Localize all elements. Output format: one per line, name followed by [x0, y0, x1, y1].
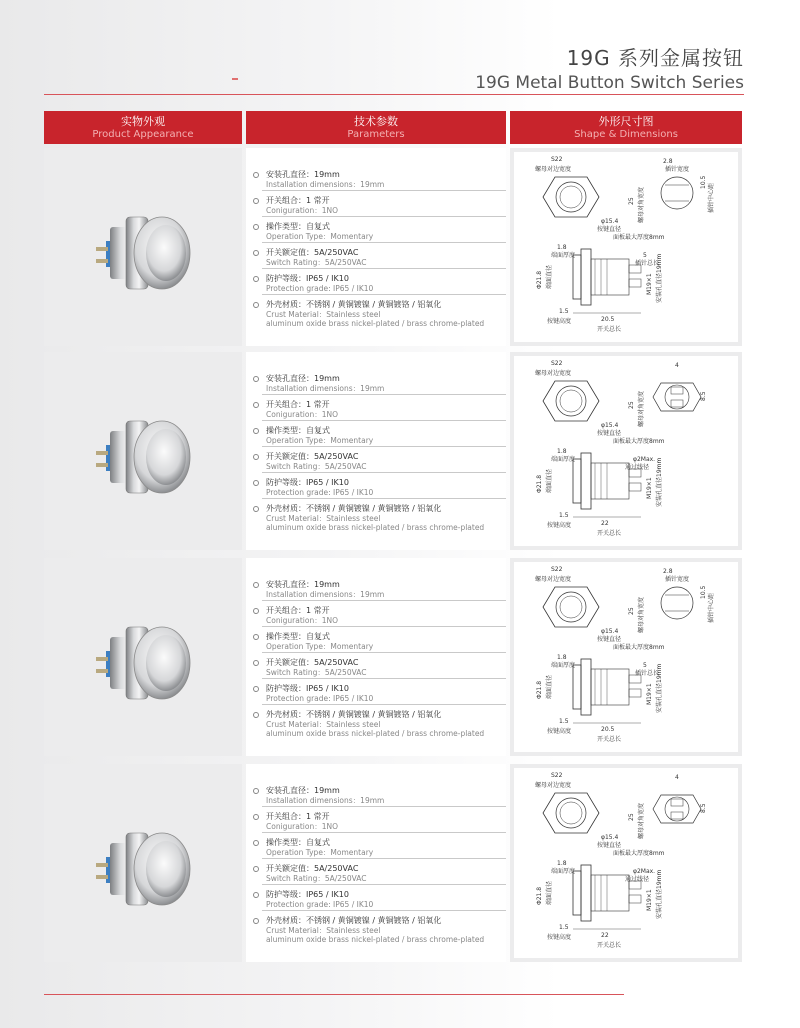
parameter-en: Crust Material：Stainless steel [266, 720, 381, 729]
parameter-item [262, 196, 506, 217]
svg-text:螺母对边宽度: 螺母对边宽度 [535, 370, 572, 377]
svg-text:端面厚度: 端面厚度 [551, 252, 576, 259]
parameter-item [262, 838, 506, 859]
bullet-icon [253, 276, 259, 282]
parameter-en: Crust Material：Stainless steel [266, 310, 381, 319]
dimension-drawing [515, 563, 737, 751]
svg-text:25: 25 [628, 197, 635, 205]
parameter-en-2: aluminum oxide brass nickel-plated / brass chrome-plated [266, 729, 485, 738]
parameter-en: Coniguration：1NO [266, 410, 339, 419]
dimensions-cell [510, 148, 742, 346]
product-photo [78, 803, 208, 923]
svg-text:安装孔直径19mm: 安装孔直径19mm [656, 663, 663, 713]
svg-text:8.5: 8.5 [700, 803, 707, 813]
bullet-icon [253, 480, 259, 486]
svg-text:1.5: 1.5 [559, 718, 569, 725]
svg-text:1.8: 1.8 [557, 448, 567, 455]
product-photo [78, 391, 208, 511]
svg-text:S22: S22 [551, 566, 563, 573]
parameter-cn: 开关组合：1 常开 [266, 196, 330, 205]
parameter-en: Operation Type：Momentary [266, 232, 374, 241]
parameter-cn: 防护等级：IP65 / IK10 [266, 478, 349, 487]
parameter-item [262, 864, 506, 885]
parameter-en: Coniguration：1NO [266, 206, 339, 215]
svg-text:20.5: 20.5 [601, 316, 615, 323]
svg-text:面板最大厚度8mm: 面板最大厚度8mm [613, 644, 665, 651]
parameter-item [262, 786, 506, 807]
svg-text:插针中心距: 插针中心距 [708, 592, 715, 623]
parameter-item [262, 606, 506, 627]
parameter-en: Operation Type：Momentary [266, 642, 374, 651]
svg-text:1.8: 1.8 [557, 860, 567, 867]
column-header-cn: 技术参数 [354, 115, 398, 128]
parameter-cn: 外壳材质：不锈钢 / 黄铜镀镍 / 黄铜镀铬 / 铝氧化 [266, 504, 442, 513]
svg-text:22: 22 [601, 932, 609, 939]
pin-width-label: 插针宽度 [665, 166, 690, 173]
svg-text:φ15.4: φ15.4 [601, 628, 619, 635]
parameter-cn: 开关额定值：5A/250VAC [266, 658, 359, 667]
svg-text:25: 25 [628, 607, 635, 615]
svg-text:按键直径: 按键直径 [597, 226, 622, 233]
svg-text:φ15.4: φ15.4 [601, 422, 619, 429]
svg-text:S22: S22 [551, 772, 563, 779]
svg-text:φ2Max.: φ2Max. [633, 456, 656, 463]
parameter-en: Operation Type：Momentary [266, 848, 374, 857]
svg-text:1.8: 1.8 [557, 244, 567, 251]
parameter-cn: 操作类型：自复式 [266, 426, 330, 435]
svg-text:通过线径: 通过线径 [625, 876, 650, 883]
svg-text:面板最大厚度8mm: 面板最大厚度8mm [613, 850, 665, 857]
parameter-item [262, 684, 506, 705]
parameter-item [262, 222, 506, 243]
bullet-icon [253, 224, 259, 230]
svg-text:面板最大厚度8mm: 面板最大厚度8mm [613, 438, 665, 445]
svg-text:螺母对角宽度: 螺母对角宽度 [638, 186, 645, 223]
parameter-item [262, 658, 506, 679]
svg-text:25: 25 [628, 401, 635, 409]
bullet-icon [253, 660, 259, 666]
parameter-cn: 开关组合：1 常开 [266, 400, 330, 409]
parameter-en: Coniguration：1NO [266, 822, 339, 831]
svg-text:1.5: 1.5 [559, 512, 569, 519]
parameter-item [262, 890, 506, 911]
product-photo [78, 187, 208, 307]
svg-text:1.5: 1.5 [559, 924, 569, 931]
parameter-list [262, 786, 506, 950]
parameter-cn: 防护等级：IP65 / IK10 [266, 890, 349, 899]
bullet-icon [253, 582, 259, 588]
page-header [475, 42, 744, 93]
parameter-en-2: aluminum oxide brass nickel-plated / brass chrome-plated [266, 935, 485, 944]
decorative-mark [232, 78, 238, 80]
svg-text:5: 5 [643, 252, 647, 259]
parameter-cn: 操作类型：自复式 [266, 632, 330, 641]
bullet-icon [253, 172, 259, 178]
parameter-cn: 开关额定值：5A/250VAC [266, 248, 359, 257]
svg-text:安装孔直径19mm: 安装孔直径19mm [656, 457, 663, 507]
dimension-drawing [515, 769, 737, 957]
product-cell [44, 558, 242, 756]
parameter-item [262, 426, 506, 447]
svg-text:5: 5 [643, 662, 647, 669]
parameter-item [262, 248, 506, 269]
parameter-item [262, 812, 506, 833]
svg-text:螺母对角宽度: 螺母对角宽度 [638, 802, 645, 839]
bullet-icon [253, 634, 259, 640]
column-header-en: Shape & Dimensions [574, 129, 678, 140]
parameter-item [262, 710, 506, 739]
parameter-en: Protection grade: IP65 / IK10 [266, 900, 374, 909]
svg-text:按键高度: 按键高度 [547, 522, 572, 529]
svg-text:25: 25 [628, 813, 635, 821]
page-title-cn: 19G 系列金属按钮 [566, 46, 744, 70]
parameter-en-2: aluminum oxide brass nickel-plated / brass chrome-plated [266, 523, 485, 532]
parameter-en: Installation dimensions：19mm [266, 180, 385, 189]
svg-text:8.5: 8.5 [700, 391, 707, 401]
parameter-item [262, 300, 506, 329]
svg-text:按键直径: 按键直径 [597, 430, 622, 437]
svg-text:端面直径: 端面直径 [546, 468, 553, 493]
svg-text:安装孔直径19mm: 安装孔直径19mm [656, 253, 663, 303]
bullet-icon [253, 454, 259, 460]
parameter-en: Switch Rating：5A/250VAC [266, 462, 367, 471]
svg-text:4: 4 [675, 362, 679, 369]
svg-text:Φ21.8: Φ21.8 [536, 270, 543, 289]
bullet-icon [253, 712, 259, 718]
svg-text:端面厚度: 端面厚度 [551, 868, 576, 875]
svg-text:端面厚度: 端面厚度 [551, 456, 576, 463]
svg-text:φ15.4: φ15.4 [601, 834, 619, 841]
svg-text:10.5: 10.5 [700, 175, 707, 189]
svg-text:端面直径: 端面直径 [546, 264, 553, 289]
bullet-icon [253, 686, 259, 692]
svg-text:螺母对角宽度: 螺母对角宽度 [638, 596, 645, 633]
bullet-icon [253, 506, 259, 512]
parameter-cn: 外壳材质：不锈钢 / 黄铜镀镍 / 黄铜镀铬 / 铝氧化 [266, 916, 442, 925]
svg-text:端面直径: 端面直径 [546, 880, 553, 905]
svg-text:M19×1: M19×1 [646, 477, 653, 499]
column-header-cn: 外形尺寸图 [598, 115, 654, 128]
svg-text:10.5: 10.5 [700, 585, 707, 599]
parameter-list [262, 170, 506, 334]
parameter-en: Switch Rating：5A/250VAC [266, 874, 367, 883]
parameter-list [262, 580, 506, 744]
parameter-cn: 开关组合：1 常开 [266, 606, 330, 615]
svg-text:1.5: 1.5 [559, 308, 569, 315]
bullet-icon [253, 788, 259, 794]
product-photo [78, 597, 208, 717]
bullet-icon [253, 892, 259, 898]
svg-text:安装孔直径19mm: 安装孔直径19mm [656, 869, 663, 919]
column-header-dimensions [510, 111, 742, 144]
pin-width-label: 插针宽度 [665, 576, 690, 583]
parameter-item [262, 374, 506, 395]
svg-text:M19×1: M19×1 [646, 889, 653, 911]
bullet-icon [253, 428, 259, 434]
parameter-item [262, 916, 506, 945]
bullet-icon [253, 302, 259, 308]
parameter-cn: 安装孔直径：19mm [266, 374, 340, 383]
parameter-en: Switch Rating：5A/250VAC [266, 668, 367, 677]
svg-text:开关总长: 开关总长 [597, 326, 622, 333]
parameter-cn: 外壳材质：不锈钢 / 黄铜镀镍 / 黄铜镀铬 / 铝氧化 [266, 300, 442, 309]
parameter-item [262, 274, 506, 295]
svg-text:按键直径: 按键直径 [597, 636, 622, 643]
svg-text:M19×1: M19×1 [646, 683, 653, 705]
svg-text:22: 22 [601, 520, 609, 527]
column-header-cn: 实物外观 [121, 115, 165, 128]
column-header-en: Parameters [347, 129, 405, 140]
parameter-item [262, 504, 506, 533]
parameter-cn: 外壳材质：不锈钢 / 黄铜镀镍 / 黄铜镀铬 / 铝氧化 [266, 710, 442, 719]
parameter-en: Switch Rating：5A/250VAC [266, 258, 367, 267]
footer-divider [44, 994, 624, 995]
bullet-icon [253, 840, 259, 846]
svg-text:M19×1: M19×1 [646, 273, 653, 295]
svg-text:螺母对边宽度: 螺母对边宽度 [535, 576, 572, 583]
svg-text:φ2Max.: φ2Max. [633, 868, 656, 875]
parameter-item [262, 452, 506, 473]
column-header-parameters [246, 111, 506, 144]
product-cell [44, 764, 242, 962]
svg-text:2.8: 2.8 [663, 568, 673, 575]
svg-text:4: 4 [675, 774, 679, 781]
dimension-drawing [515, 357, 737, 545]
bullet-icon [253, 250, 259, 256]
svg-text:开关总长: 开关总长 [597, 530, 622, 537]
column-header-appearance [44, 111, 242, 144]
dimensions-cell [510, 352, 742, 550]
svg-text:φ15.4: φ15.4 [601, 218, 619, 225]
svg-text:螺母对角宽度: 螺母对角宽度 [638, 390, 645, 427]
svg-text:端面直径: 端面直径 [546, 674, 553, 699]
parameter-cn: 开关额定值：5A/250VAC [266, 864, 359, 873]
parameter-item [262, 400, 506, 421]
dimensions-cell [510, 558, 742, 756]
parameter-en: Installation dimensions：19mm [266, 590, 385, 599]
svg-text:Φ21.8: Φ21.8 [536, 886, 543, 905]
product-cell [44, 352, 242, 550]
bullet-icon [253, 376, 259, 382]
parameter-cn: 安装孔直径：19mm [266, 580, 340, 589]
bullet-icon [253, 866, 259, 872]
svg-text:Φ21.8: Φ21.8 [536, 680, 543, 699]
parameter-cn: 开关组合：1 常开 [266, 812, 330, 821]
parameter-en-2: aluminum oxide brass nickel-plated / brass chrome-plated [266, 319, 485, 328]
bullet-icon [253, 402, 259, 408]
svg-text:螺母对边宽度: 螺母对边宽度 [535, 166, 572, 173]
svg-text:按键直径: 按键直径 [597, 842, 622, 849]
svg-text:Φ21.8: Φ21.8 [536, 474, 543, 493]
parameter-cn: 防护等级：IP65 / IK10 [266, 684, 349, 693]
svg-text:通过线径: 通过线径 [625, 464, 650, 471]
column-header-en: Product Appearance [92, 129, 194, 140]
parameter-en: Installation dimensions：19mm [266, 796, 385, 805]
parameter-item [262, 580, 506, 601]
svg-text:螺母对边宽度: 螺母对边宽度 [535, 782, 572, 789]
svg-text:插针总长: 插针总长 [635, 670, 660, 677]
svg-text:20.5: 20.5 [601, 726, 615, 733]
svg-text:按键高度: 按键高度 [547, 934, 572, 941]
svg-text:插针中心距: 插针中心距 [708, 182, 715, 213]
bullet-icon [253, 608, 259, 614]
parameter-en: Operation Type：Momentary [266, 436, 374, 445]
product-cell [44, 148, 242, 346]
parameter-item [262, 632, 506, 653]
svg-text:开关总长: 开关总长 [597, 736, 622, 743]
parameter-cn: 安装孔直径：19mm [266, 170, 340, 179]
svg-text:按键高度: 按键高度 [547, 318, 572, 325]
svg-text:插针总长: 插针总长 [635, 260, 660, 267]
svg-text:2.8: 2.8 [663, 158, 673, 165]
parameter-list [262, 374, 506, 538]
page-title-en: 19G Metal Button Switch Series [475, 73, 744, 93]
dimensions-cell [510, 764, 742, 962]
parameter-en: Protection grade: IP65 / IK10 [266, 694, 374, 703]
parameter-en: Installation dimensions：19mm [266, 384, 385, 393]
parameter-item [262, 170, 506, 191]
parameter-en: Crust Material：Stainless steel [266, 926, 381, 935]
svg-text:面板最大厚度8mm: 面板最大厚度8mm [613, 234, 665, 241]
parameter-en: Protection grade: IP65 / IK10 [266, 488, 374, 497]
dimension-drawing [515, 153, 737, 341]
parameter-cn: 开关额定值：5A/250VAC [266, 452, 359, 461]
parameter-en: Protection grade: IP65 / IK10 [266, 284, 374, 293]
bullet-icon [253, 918, 259, 924]
svg-text:开关总长: 开关总长 [597, 942, 622, 949]
bullet-icon [253, 198, 259, 204]
svg-text:1.8: 1.8 [557, 654, 567, 661]
svg-text:端面厚度: 端面厚度 [551, 662, 576, 669]
parameter-cn: 安装孔直径：19mm [266, 786, 340, 795]
parameter-cn: 操作类型：自复式 [266, 222, 330, 231]
svg-text:S22: S22 [551, 360, 563, 367]
header-divider [44, 94, 744, 95]
parameter-en: Crust Material：Stainless steel [266, 514, 381, 523]
bullet-icon [253, 814, 259, 820]
parameter-en: Coniguration：1NO [266, 616, 339, 625]
parameter-cn: 防护等级：IP65 / IK10 [266, 274, 349, 283]
parameter-item [262, 478, 506, 499]
svg-text:按键高度: 按键高度 [547, 728, 572, 735]
svg-text:S22: S22 [551, 156, 563, 163]
parameter-cn: 操作类型：自复式 [266, 838, 330, 847]
